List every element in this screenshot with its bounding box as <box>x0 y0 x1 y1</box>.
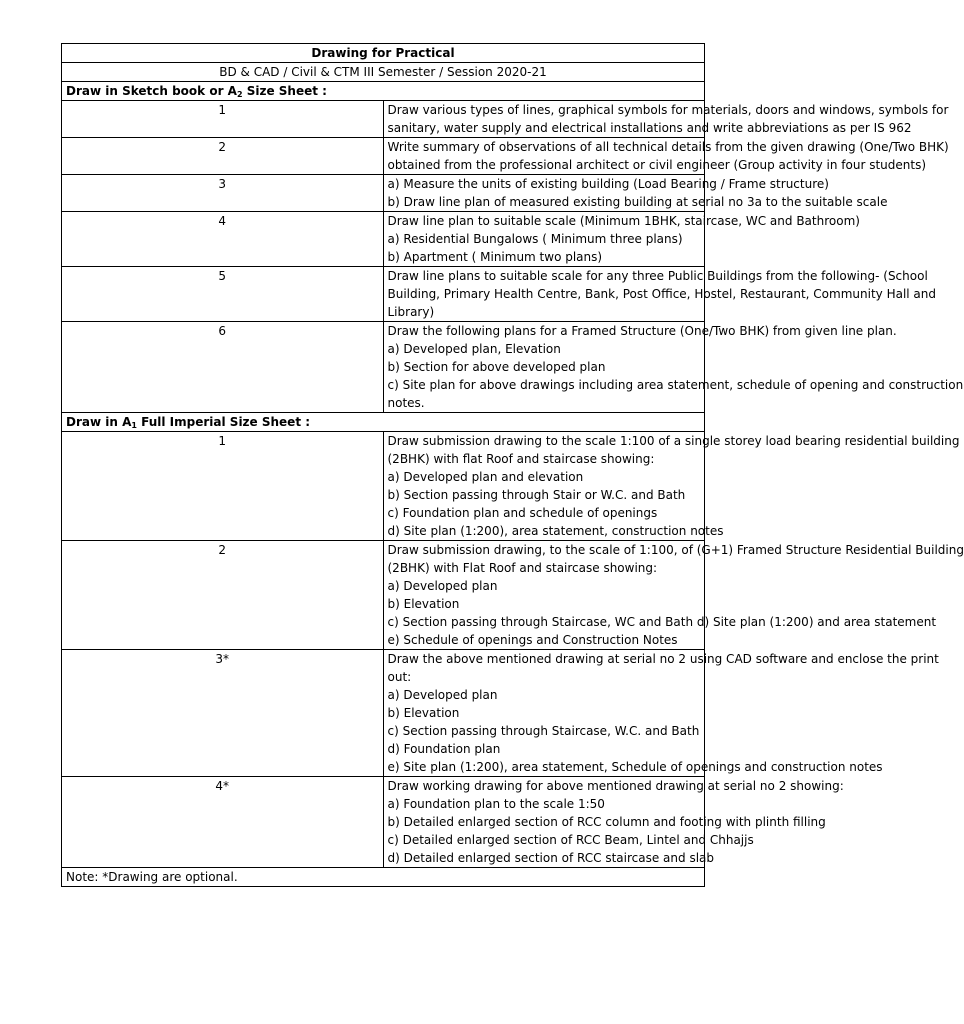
item-description <box>383 541 964 650</box>
description-line: a) Residential Bungalows ( Minimum three plans) <box>387 232 683 246</box>
description-line: Draw the above mentioned drawing at serial no 2 using CAD software and enclose the print <box>387 652 939 666</box>
item-description <box>383 267 937 322</box>
description-line: Draw submission drawing to the scale 1:100 of a single storey load bearing residential building <box>387 434 960 448</box>
section-b-heading-row <box>62 413 705 432</box>
section-b-item-row <box>62 777 705 868</box>
practical-drawing-table <box>61 43 964 887</box>
description-line: Draw the following plans for a Framed Structure (One/Two BHK) from given line plan. <box>387 324 897 338</box>
section-b-heading-text: Draw in A <box>66 415 132 429</box>
description-line: Draw working drawing for above mentioned drawing at serial no 2 showing: <box>387 779 844 793</box>
section-b-heading-subscript: 1 <box>131 421 137 430</box>
serial-number: 2 <box>62 138 384 175</box>
section-b-item-row <box>62 650 705 777</box>
serial-number: 3 <box>62 175 384 212</box>
description-line: d) Foundation plan <box>387 742 501 756</box>
section-a-heading-text: Draw in Sketch book or A <box>66 84 237 98</box>
description-line: obtained from the professional architect or civil engineer (Group activity in four students) <box>387 158 927 172</box>
description-line: b) Apartment ( Minimum two plans) <box>387 250 603 264</box>
serial-number: 3* <box>62 650 384 777</box>
item-description <box>383 175 888 212</box>
document-subtitle: BD & CAD / Civil & CTM III Semester / Session 2020-21 <box>62 63 705 82</box>
description-line: Draw various types of lines, graphical symbols for materials, doors and windows, symbols for <box>387 103 949 117</box>
description-line: Draw line plans to suitable scale for any three Public Buildings from the following- (School <box>387 269 928 283</box>
description-line: d) Site plan (1:200), area statement, construction notes <box>387 524 724 538</box>
description-line: b) Section for above developed plan <box>387 360 606 374</box>
serial-number: 4* <box>62 777 384 868</box>
section-a-item-row <box>62 212 705 267</box>
item-description <box>383 138 949 175</box>
serial-number: 2 <box>62 541 384 650</box>
section-b-item-row <box>62 541 705 650</box>
description-line: b) Draw line plan of measured existing building at serial no 3a to the suitable scale <box>387 195 888 209</box>
item-description <box>383 322 964 413</box>
description-line: a) Developed plan <box>387 688 498 702</box>
item-description <box>383 432 960 541</box>
section-a-item-row <box>62 101 705 138</box>
description-line: Draw submission drawing, to the scale of 1:100, of (G+1) Framed Structure Residential Building <box>387 543 964 557</box>
description-line: Write summary of observations of all technical details from the given drawing (One/Two BHK) <box>387 140 949 154</box>
section-a-item-row <box>62 322 705 413</box>
description-line: b) Section passing through Stair or W.C. and Bath <box>387 488 686 502</box>
section-b-heading <box>62 413 705 432</box>
section-b-heading-suffix: Full Imperial Size Sheet : <box>136 415 311 429</box>
document-title: Drawing for Practical <box>62 44 705 63</box>
section-a-heading-subscript: 2 <box>236 90 243 99</box>
description-line: b) Elevation <box>387 597 460 611</box>
description-line: a) Foundation plan to the scale 1:50 <box>387 797 605 811</box>
description-line: a) Developed plan, Elevation <box>387 342 561 356</box>
item-description <box>383 212 860 267</box>
serial-number: 4 <box>62 212 384 267</box>
description-line: (2BHK) with flat Roof and staircase showing: <box>387 452 655 466</box>
description-line: c) Site plan for above drawings including area statement, schedule of opening and construction <box>387 378 964 392</box>
title-row <box>62 44 705 63</box>
description-line: notes. <box>387 396 425 410</box>
description-line: c) Detailed enlarged section of RCC Beam, Lintel and Chhajjs <box>387 833 754 847</box>
description-line: Library) <box>387 305 435 319</box>
description-line: sanitary, water supply and electrical installations and write abbreviations as per IS 962 <box>387 121 912 135</box>
description-line: out: <box>387 670 412 684</box>
description-line: b) Elevation <box>387 706 460 720</box>
serial-number: 1 <box>62 101 384 138</box>
description-line: Building, Primary Health Centre, Bank, Post Office, Hostel, Restaurant, Community Hall and <box>387 287 937 301</box>
section-a-heading-row <box>62 82 705 101</box>
description-line: b) Detailed enlarged section of RCC column and footing with plinth filling <box>387 815 826 829</box>
serial-number: 1 <box>62 432 384 541</box>
section-a-item-row <box>62 175 705 212</box>
description-line: a) Measure the units of existing building (Load Bearing / Frame structure) <box>387 177 829 191</box>
section-a-heading <box>62 82 705 101</box>
description-line: a) Developed plan and elevation <box>387 470 584 484</box>
serial-number: 5 <box>62 267 384 322</box>
item-description <box>383 777 844 868</box>
item-description <box>383 650 939 777</box>
section-b-item-row <box>62 432 705 541</box>
description-line: d) Detailed enlarged section of RCC staircase and slab <box>387 851 714 865</box>
note-row <box>62 868 705 887</box>
description-line: (2BHK) with Flat Roof and staircase showing: <box>387 561 658 575</box>
section-a-item-row <box>62 138 705 175</box>
description-line: a) Developed plan <box>387 579 498 593</box>
description-line: c) Foundation plan and schedule of openings <box>387 506 658 520</box>
description-line: Draw line plan to suitable scale (Minimum 1BHK, staircase, WC and Bathroom) <box>387 214 860 228</box>
subtitle-row <box>62 63 705 82</box>
description-line: e) Schedule of openings and Construction Notes <box>387 633 678 647</box>
description-line: c) Section passing through Staircase, WC and Bath d) Site plan (1:200) and area statement <box>387 615 937 629</box>
description-line: e) Site plan (1:200), area statement, Schedule of openings and construction notes <box>387 760 883 774</box>
serial-number: 6 <box>62 322 384 413</box>
description-line: c) Section passing through Staircase, W.C. and Bath <box>387 724 700 738</box>
item-description <box>383 101 949 138</box>
section-a-heading-suffix: Size Sheet : <box>242 84 327 98</box>
note-text: Note: *Drawing are optional. <box>62 868 705 887</box>
section-a-item-row <box>62 267 705 322</box>
